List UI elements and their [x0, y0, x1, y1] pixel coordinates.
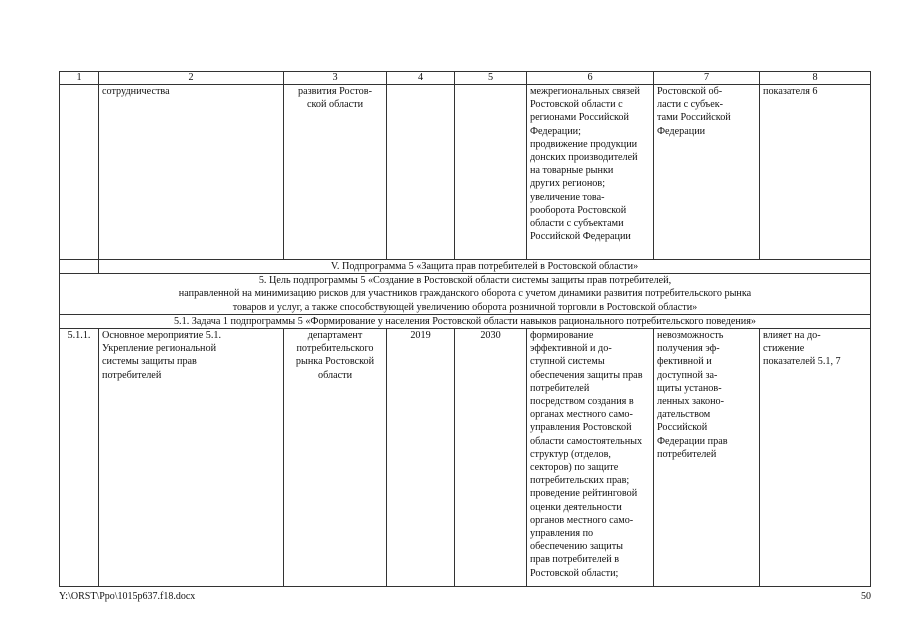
subprogram-goal: 5. Цель подпрограммы 5 «Создание в Ростовской области системы защиты прав потребителей, направленной на минимизацию рисков для участников гражданского оборота с учетом динамики развития потребительского рынка товаров и услуг, а также способствующей увеличению оборота розничной торговли в Ростовской области»	[60, 274, 871, 315]
file-path-footer: Y:\ORST\Ppo\1015p637.f18.docx	[59, 591, 196, 602]
start-year-cell	[387, 85, 455, 260]
row-number-cell	[60, 85, 99, 260]
header-cell: 3	[284, 72, 387, 85]
indicator-link-cell: показателя 6	[760, 85, 871, 260]
page-number: 50	[861, 591, 871, 602]
table-row	[60, 329, 871, 587]
activity-name-cell: Основное мероприятие 5.1. Укрепление региональной системы защиты прав потребителей	[99, 329, 284, 587]
start-year-cell: 2019	[387, 329, 455, 587]
subprogram-task: 5.1. Задача 1 подпрограммы 5 «Формирование у населения Ростовской области навыков рационального потребительского поведения»	[60, 314, 871, 328]
end-year-cell: 2030	[455, 329, 527, 587]
row-number-cell	[60, 260, 99, 274]
end-year-cell	[455, 85, 527, 260]
header-cell: 6	[527, 72, 654, 85]
row-number-cell: 5.1.1.	[60, 329, 99, 587]
activity-name-cell: сотрудничества	[99, 85, 284, 260]
executor-cell: развития Ростов- ской области	[284, 85, 387, 260]
table-header-row	[60, 72, 871, 85]
header-cell: 4	[387, 72, 455, 85]
indicator-link-cell: влияет на до- стижение показателей 5.1, 7	[760, 329, 871, 587]
task-row	[60, 314, 871, 328]
consequences-cell: невозможность получения эф- фективной и доступной за- щиты установ- ленных законо- дательством Российской Федерации прав потребителей	[654, 329, 760, 587]
subprogram-title-row	[60, 260, 871, 274]
expected-result-cell: формирование эффективной и до- ступной системы обеспечения защиты прав потребителей посредством создания в органах местного само- управления Ростовской области самостоятельных структур (отделов, секторов) по защите потребительских прав; проведение рейтинговой оценки деятельности органов местного само- управления по обеспечению защиты прав потребителей в Ростовской области;	[527, 329, 654, 587]
header-cell: 2	[99, 72, 284, 85]
table-row	[60, 85, 871, 260]
header-cell: 7	[654, 72, 760, 85]
header-cell: 8	[760, 72, 871, 85]
executor-cell: департамент потребительского рынка Ростовской области	[284, 329, 387, 587]
subprogram-title: V. Подпрограмма 5 «Защита прав потребителей в Ростовской области»	[99, 260, 871, 274]
expected-result-cell: межрегиональных связей Ростовской области с регионами Российской Федерации; продвижение продукции донских производителей на товарные рынки других регионов; увеличение това- рооборота Ростовской области с субъектами Российской Федерации	[527, 85, 654, 260]
consequences-cell: Ростовской об- ласти с субъек- тами Российской Федерации	[654, 85, 760, 260]
goal-row	[60, 274, 871, 315]
header-cell: 1	[60, 72, 99, 85]
header-cell: 5	[455, 72, 527, 85]
document-table	[59, 71, 871, 587]
